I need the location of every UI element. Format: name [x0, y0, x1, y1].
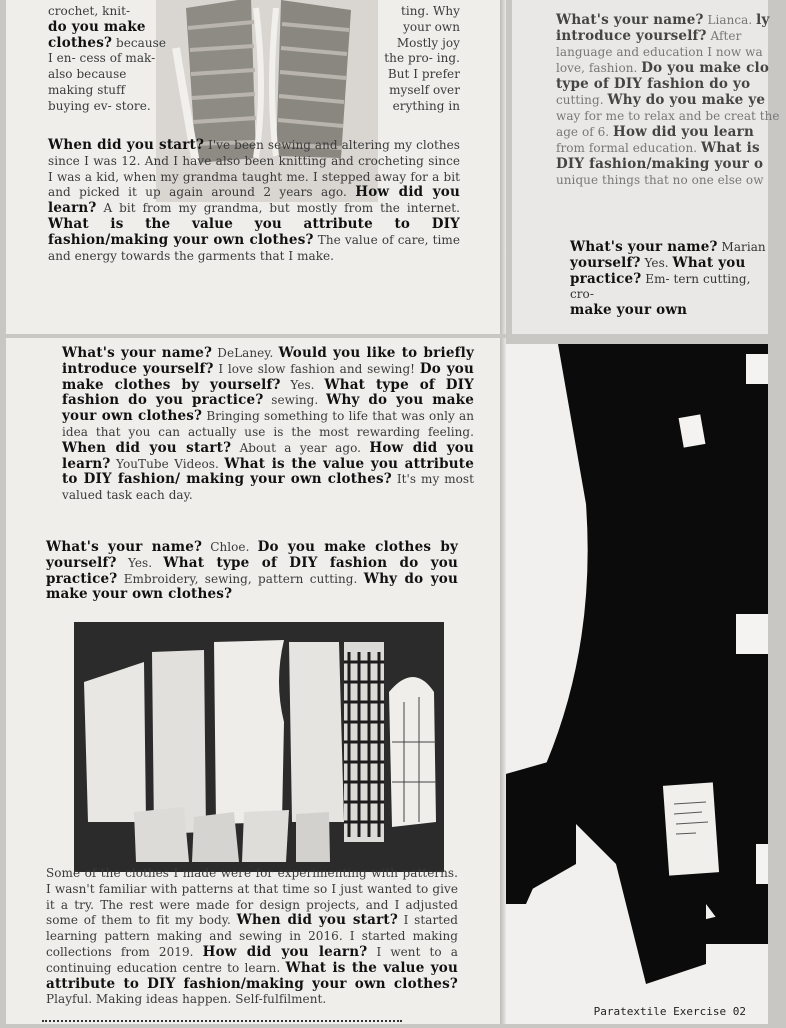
answer-yourself: Yes. [644, 255, 669, 270]
answer-when: About a year ago. [239, 440, 362, 455]
pattern-pieces-illustration [74, 622, 444, 872]
paper-tag [736, 614, 768, 654]
lianca-interview [556, 12, 786, 188]
text-fragment: crochet, knit- [48, 4, 131, 18]
question-make-clothes: do you make clothes? [48, 18, 146, 51]
question-why: Why do you make ye [607, 92, 766, 108]
answer-value: The value of care, time and energy towards the garments that I make. [48, 232, 460, 263]
question-why: Why do you make your own clothes? [62, 392, 474, 425]
answer-type: Embroidery, sewing, pattern cutting. [123, 571, 358, 586]
bottom-left-page [6, 338, 506, 1024]
answer-value: It's my most valued task each day. [62, 472, 475, 503]
answer-make-clothes: Yes. [290, 377, 315, 392]
answer-make-clothes: Yes. [127, 555, 153, 570]
answer-when-start: I've been sewing and altering my clothes since I was 12. And I have also been knitting and crocheting since I was a kid, when my grandma taught me. I stepped away for a bit and picked it up again around 2 years ago. [48, 138, 461, 200]
paper-tag [746, 354, 768, 384]
question-value: What is the value you attribute to DIY fashion/making your own clothes? [48, 215, 460, 248]
answer-name: Chloe. [210, 540, 250, 554]
sewing-patterns-photo [74, 622, 444, 872]
question-value: What is the value you attribute to DIY fashion/ making your own clothes? [62, 455, 474, 488]
answer-why: way for me to relax and be creat the age of 6. [556, 109, 780, 139]
question-name: What's your name? [46, 539, 203, 555]
vest-text-left [48, 4, 168, 115]
answer-what-2: Em- tern cutting, cro- [570, 271, 751, 302]
chloe-interview-top [46, 540, 458, 603]
dotted-rule [42, 1020, 402, 1022]
question-yourself: yourself? [570, 254, 641, 271]
delaney-interview [62, 346, 474, 504]
question-intro: Would you like to briefly introduce yourself? [62, 345, 474, 377]
question-make: Do you make clo [641, 60, 770, 76]
vest-text-bottom [48, 138, 460, 264]
marian-interview [570, 240, 770, 319]
paper-label [663, 782, 719, 875]
answer-value: Playful. Making ideas happen. Self-fulfilment. [46, 992, 327, 1007]
question-how: How did you learn? [202, 943, 368, 960]
paper-tag [756, 844, 768, 884]
answer-how-learn: A bit from my grandma, but mostly from the internet. [103, 201, 460, 216]
answer-name: Lianca. [707, 13, 753, 27]
bottom-right-page [506, 344, 768, 1024]
answer-why: Some of the clothes I made were for experimenting with patterns. I wasn't familiar with patterns at that time so I just wanted to give it a try. The rest were made for design projects, and I adjusted some of them to fit my body. [46, 866, 458, 928]
question-name: What's your name? [556, 12, 704, 28]
garment-silhouette-artwork [506, 344, 768, 1024]
answer-type: sewing. [271, 393, 319, 408]
question-type: What type of DIY fashion do you practice? [46, 554, 458, 587]
question-what-2: What you practice? [570, 254, 746, 287]
question-when-start: When did you start? [48, 137, 205, 153]
question-name: What's your name? [62, 345, 213, 361]
answer-when: I started learning pattern making and sewing in 2016. I started making collections from 2019. [46, 913, 458, 959]
question-type: type of DIY fashion do yo [556, 76, 751, 92]
answer-name: DeLaney. [217, 346, 274, 360]
question-value: What is the value you attribute to DIY fashion/making your own clothes? [46, 959, 458, 992]
answer-name-2: Marian [721, 240, 766, 254]
answer-why: Bringing something to life that was only an idea that you can actually use is the most rewarding feeling. [62, 409, 474, 439]
question-how: How did you learn [613, 124, 754, 140]
publication-label: Paratextile Exercise 02 [593, 1005, 746, 1018]
answer-what: unique things that no one else ow [556, 173, 764, 187]
question-intro: ly introduce yourself? [556, 12, 770, 44]
answer-how: YouTube Videos. [116, 456, 219, 471]
top-right-page [512, 0, 780, 334]
question-when: When did you start? [62, 439, 232, 456]
question-when: When did you start? [236, 912, 398, 929]
answer-type: cutting. [556, 93, 604, 107]
question-make-clothes: Do you make clothes by yourself? [46, 539, 458, 571]
answer-how: from formal education. [556, 141, 698, 155]
question-make-2: make your own [570, 302, 688, 319]
text-fragment-right: ting. Why your own Mostly joy the pro- ing. But I prefer myself over erything in [384, 4, 460, 113]
question-make-clothes: Do you make clothes by yourself? [62, 360, 474, 393]
question-what: What is DIY fashion/making your o [556, 140, 764, 172]
vest-text-right [374, 4, 460, 115]
answer-how: I went to a continuing education centre to learn. [46, 944, 458, 975]
question-why: Why do you make your own clothes? [46, 570, 458, 603]
top-left-page [6, 0, 506, 334]
question-how: How did you learn? [62, 439, 474, 472]
answer-intro: After language and education I now wa love, fashion. [556, 29, 763, 75]
answer-intro: I love slow fashion and sewing! [218, 361, 416, 376]
question-how-learn: How did you learn? [48, 184, 460, 217]
question-name-2: What's your name? [570, 239, 718, 255]
answer-make-clothes: because I en- cess of mak- also because making stuff buying ev- store. [48, 35, 166, 113]
question-type: What type of DIY fashion do you practice? [62, 376, 475, 409]
chloe-interview-bottom [46, 866, 458, 1008]
